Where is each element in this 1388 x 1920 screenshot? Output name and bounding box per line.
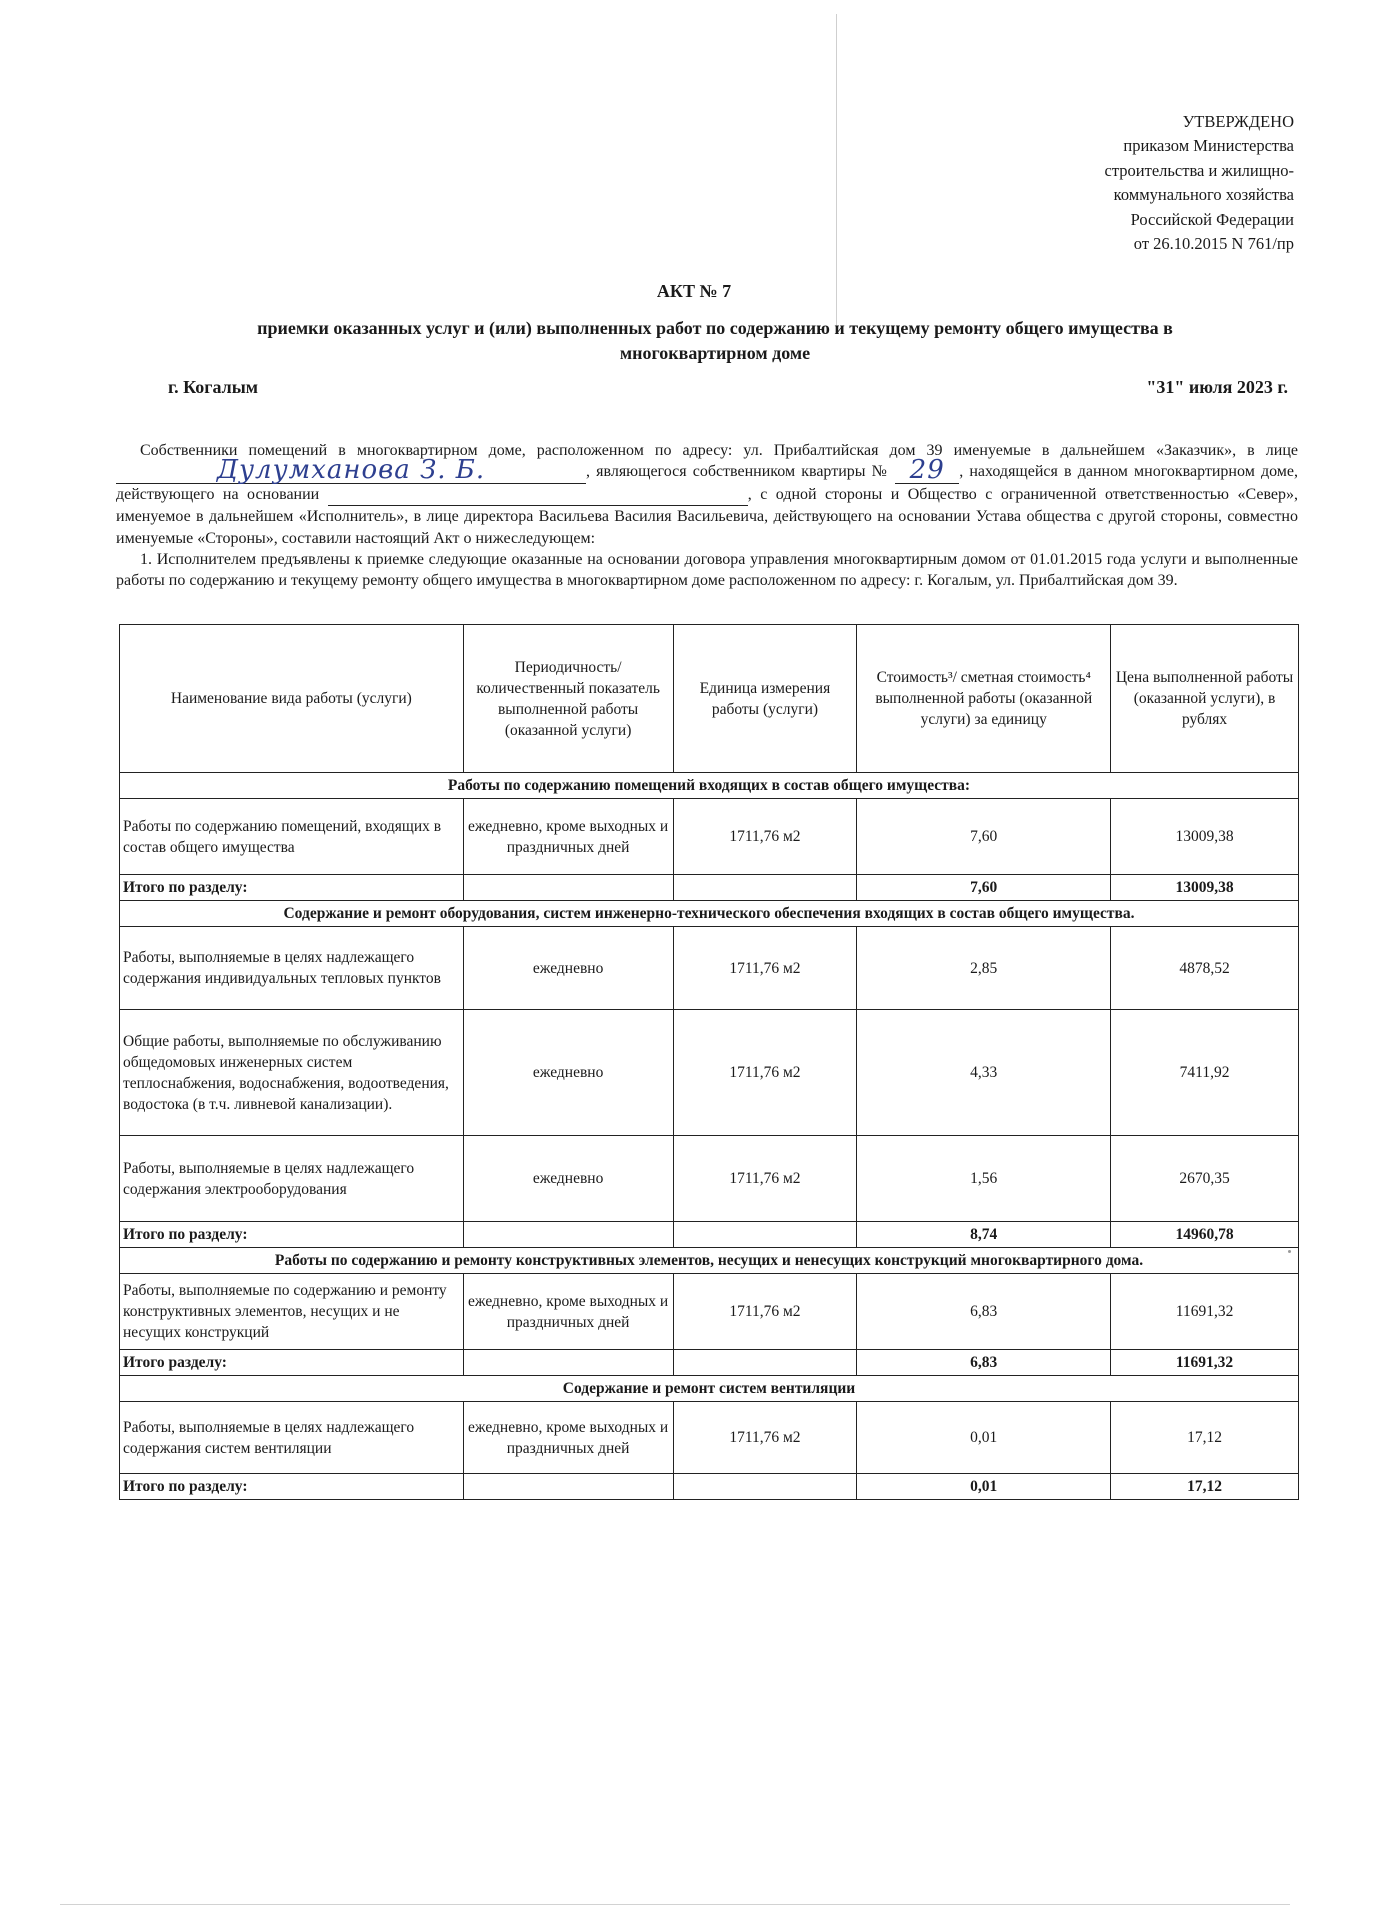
intro-text-part2: , являющегося собственником квартиры № xyxy=(586,463,890,481)
intro-text-part1: Собственники помещений в многоквартирном доме, расположенном по адресу: ул. Прибалтийская дом 39 именуемые в дальнейшем «Заказчик», в лице xyxy=(140,442,1298,459)
row-price: 4878,52 xyxy=(1111,927,1299,1010)
row-name: Общие работы, выполняемые по обслуживанию общедомовых инженерных систем теплоснабжения, водоснабжения, водоотведения, водостока (в т.ч. ливневой канализации). xyxy=(120,1010,464,1136)
row-unit: 1711,76 м2 xyxy=(673,799,857,875)
row-price: 17,12 xyxy=(1111,1402,1299,1474)
apartment-number-field xyxy=(895,454,959,485)
total-empty xyxy=(673,1222,857,1248)
header-unit: Единица измерения работы (услуги) xyxy=(673,625,857,773)
row-name: Работы, выполняемые в целях надлежащего содержания индивидуальных тепловых пунктов xyxy=(120,927,464,1010)
approval-stamp xyxy=(934,110,1294,256)
total-cost: 7,60 xyxy=(857,875,1111,901)
total-empty xyxy=(463,1474,673,1500)
section-title-row xyxy=(120,773,1299,799)
row-unit: 1711,76 м2 xyxy=(673,1402,857,1474)
table-row xyxy=(120,1402,1299,1474)
row-periodicity: ежедневно xyxy=(463,1136,673,1222)
approval-line: приказом Министерства xyxy=(1123,136,1294,156)
row-cost: 1,56 xyxy=(857,1136,1111,1222)
scan-bottom-line xyxy=(60,1904,1290,1905)
header-periodicity: Периодичность/ количественный показатель выполненной работы (оказанной услуги) xyxy=(463,625,673,773)
approval-line: от 26.10.2015 N 761/пр xyxy=(1133,234,1294,254)
section-total-row xyxy=(120,1222,1299,1248)
row-periodicity: ежедневно, кроме выходных и праздничных дней xyxy=(463,1274,673,1350)
section-title-row xyxy=(120,1376,1299,1402)
section-total-row xyxy=(120,1350,1299,1376)
section-title: Содержание и ремонт оборудования, систем инженерно-технического обеспечения входящих в состав общего имущества. xyxy=(120,901,1299,927)
row-periodicity: ежедневно xyxy=(463,1010,673,1136)
document-city: г. Когалым xyxy=(168,377,259,397)
header-price: Цена выполненной работы (оказанной услуги), в рублях xyxy=(1111,625,1299,773)
handwritten-apartment: 29 xyxy=(909,454,945,485)
intro-text-part4: , с одной стороны и Общество с ограниченной ответственностью «Север», именуемое в дальнейшем «Исполнитель», в лице директора Васильева Василия Васильевича, действующего на основании Устава общества с другой стороны, совместно именуемые «Стороны», составили настоящий Акт о нижеследующем: xyxy=(116,485,1299,547)
table-header-row xyxy=(120,625,1299,773)
row-cost: 7,60 xyxy=(857,799,1111,875)
total-empty xyxy=(463,1222,673,1248)
document-subtitle: приемки оказанных услуг и (или) выполненных работ по содержанию и текущему ремонту общего имущества в многоквартирном доме xyxy=(257,318,1173,363)
document-date: "31" июля 2023 г. xyxy=(1146,377,1288,397)
total-label: Итого по разделу: xyxy=(120,1474,464,1500)
table-row xyxy=(120,1010,1299,1136)
total-label: Итого по разделу: xyxy=(120,1222,464,1248)
row-unit: 1711,76 м2 xyxy=(673,1136,857,1222)
table-row xyxy=(120,1274,1299,1350)
approval-line: Российской Федерации xyxy=(1130,209,1294,229)
approval-line: строительства и жилищно- xyxy=(1104,160,1294,180)
total-empty xyxy=(463,1350,673,1376)
total-cost: 0,01 xyxy=(857,1474,1111,1500)
row-unit: 1711,76 м2 xyxy=(673,1010,857,1136)
works-table xyxy=(119,624,1299,1500)
row-cost: 4,33 xyxy=(857,1010,1111,1136)
table-row xyxy=(120,927,1299,1010)
row-price: 2670,35 xyxy=(1111,1136,1299,1222)
document-title: АКТ № 7 xyxy=(656,281,732,301)
total-empty xyxy=(673,875,857,901)
total-empty xyxy=(673,1350,857,1376)
intro-text-part3: , находящейся в данном многоквартирном доме, действующего на основании xyxy=(116,463,1299,503)
total-empty xyxy=(463,875,673,901)
row-price: 7411,92 xyxy=(1111,1010,1299,1136)
row-periodicity: ежедневно, кроме выходных и праздничных дней xyxy=(463,1402,673,1474)
total-empty xyxy=(673,1474,857,1500)
row-cost: 0,01 xyxy=(857,1402,1111,1474)
section-title: Работы по содержанию помещений входящих в состав общего имущества: xyxy=(120,773,1299,799)
row-name: Работы, выполняемые в целях надлежащего содержания систем вентиляции xyxy=(120,1402,464,1474)
total-cost: 6,83 xyxy=(857,1350,1111,1376)
approval-line: коммунального хозяйства xyxy=(1113,185,1294,205)
row-name: Работы, выполняемые в целях надлежащего содержания электрооборудования xyxy=(120,1136,464,1222)
total-label: Итого разделу: xyxy=(120,1350,464,1376)
header-name: Наименование вида работы (услуги) xyxy=(120,625,464,773)
row-periodicity: ежедневно xyxy=(463,927,673,1010)
header-cost: Стоимость³/ сметная стоимость⁴ выполненной работы (оказанной услуги) за единицу xyxy=(857,625,1111,773)
table-row xyxy=(120,799,1299,875)
section-total-row xyxy=(120,1474,1299,1500)
total-price: 14960,78 xyxy=(1111,1222,1299,1248)
clause-1: 1. Исполнителем предъявлены к приемке следующие оказанные на основании договора управления многоквартирным домом от 01.01.2015 года услуги и выполненные работы по содержанию и текущему ремонту общего имущества в многоквартирном доме расположенном по адресу: г. Когалым, ул. Прибалтийская дом 39. xyxy=(116,551,1298,590)
intro-paragraph xyxy=(116,440,1298,592)
section-title-row xyxy=(120,1248,1299,1274)
section-title-row xyxy=(120,901,1299,927)
section-title: Работы по содержанию и ремонту конструктивных элементов, несущих и ненесущих конструкций многоквартирного дома. xyxy=(120,1248,1299,1274)
row-name: Работы, выполняемые по содержанию и ремонту конструктивных элементов, несущих и не несущих конструкций xyxy=(120,1274,464,1350)
approval-line: УТВЕРЖДЕНО xyxy=(1182,112,1294,131)
total-price: 13009,38 xyxy=(1111,875,1299,901)
total-price: 11691,32 xyxy=(1111,1350,1299,1376)
total-price: 17,12 xyxy=(1111,1474,1299,1500)
row-cost: 2,85 xyxy=(857,927,1111,1010)
row-cost: 6,83 xyxy=(857,1274,1111,1350)
row-name: Работы по содержанию помещений, входящих в состав общего имущества xyxy=(120,799,464,875)
section-total-row xyxy=(120,875,1299,901)
basis-blank-field xyxy=(328,484,748,506)
handwritten-name: Дулумханова З. Б. xyxy=(216,454,486,485)
row-unit: 1711,76 м2 xyxy=(673,1274,857,1350)
representative-name-field xyxy=(116,454,586,485)
row-price: 13009,38 xyxy=(1111,799,1299,875)
table-row xyxy=(120,1136,1299,1222)
row-unit: 1711,76 м2 xyxy=(673,927,857,1010)
row-periodicity: ежедневно, кроме выходных и праздничных дней xyxy=(463,799,673,875)
section-title: Содержание и ремонт систем вентиляции xyxy=(120,1376,1299,1402)
row-price: 11691,32 xyxy=(1111,1274,1299,1350)
total-label: Итого по разделу: xyxy=(120,875,464,901)
total-cost: 8,74 xyxy=(857,1222,1111,1248)
